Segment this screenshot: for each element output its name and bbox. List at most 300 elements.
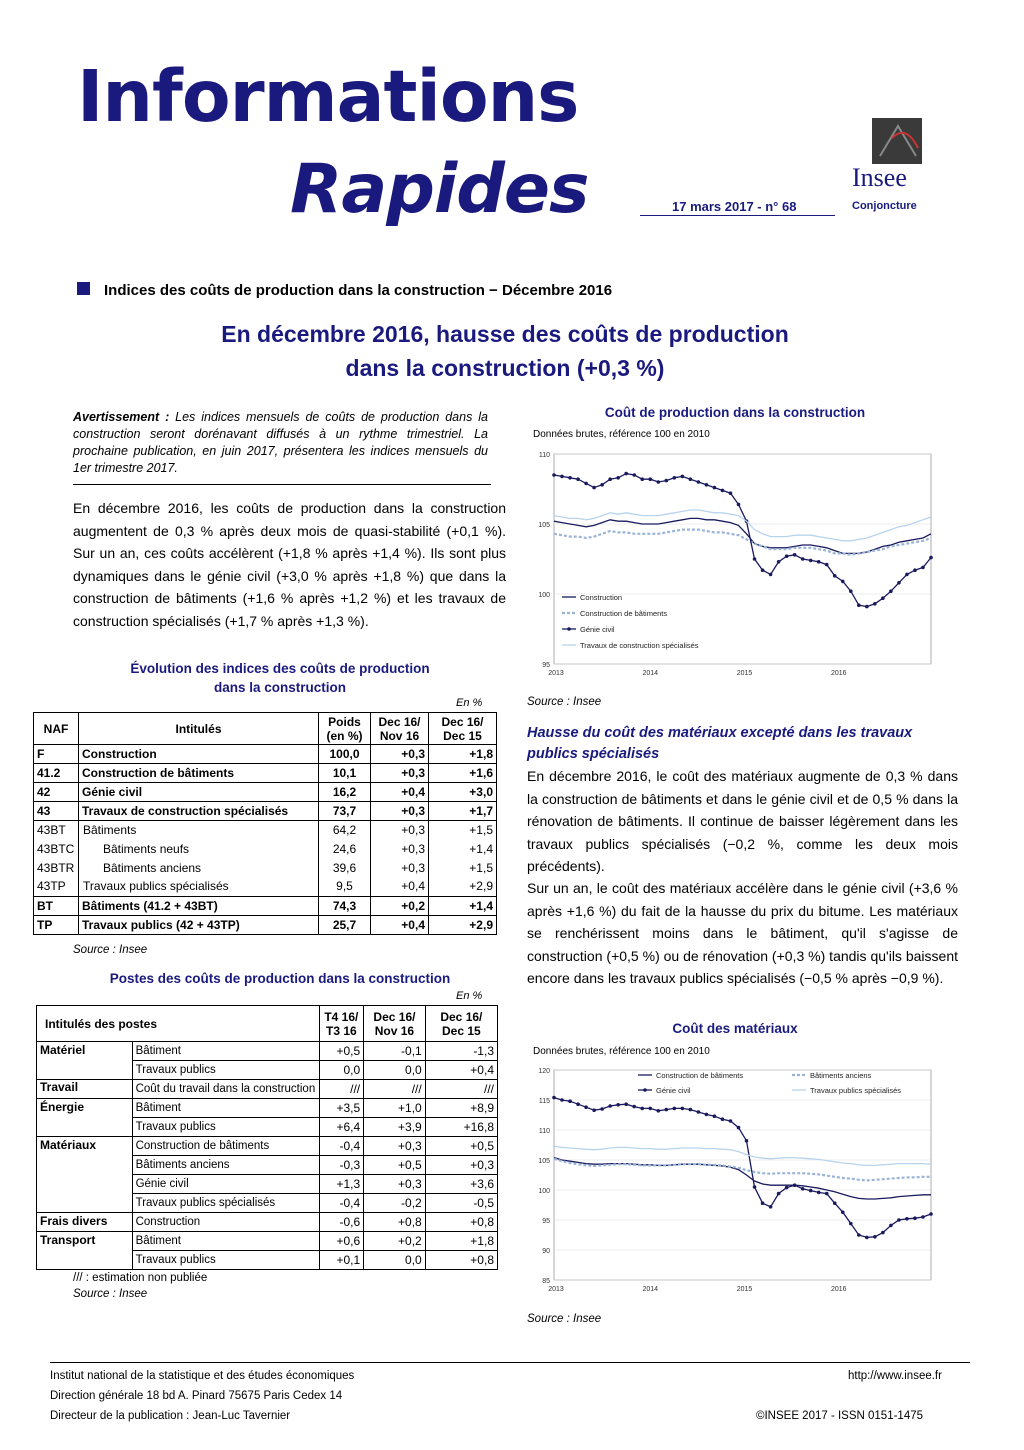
t1-cell-poids: 24,6 <box>319 840 371 859</box>
footer-copyright: ©INSEE 2017 - ISSN 0151-1475 <box>756 1410 924 1422</box>
x-tick-label: 2015 <box>736 1286 753 1293</box>
t2-cell-month: +0,3 <box>364 1137 426 1156</box>
data-point <box>785 554 789 558</box>
t1-cell-year: +1,4 <box>429 897 497 916</box>
data-point <box>857 603 861 607</box>
t2-cell-year: +0,3 <box>425 1156 497 1175</box>
data-point <box>897 1218 901 1222</box>
table-row <box>34 745 497 764</box>
legend-item <box>792 1086 901 1095</box>
data-point <box>737 1126 741 1130</box>
t2-cell-item: Travaux publics <box>132 1061 319 1080</box>
y-tick-label: 105 <box>538 522 550 529</box>
t1-cell-month: +0,4 <box>371 878 429 897</box>
data-point <box>841 1210 845 1214</box>
data-point <box>568 476 572 480</box>
data-point <box>576 477 580 481</box>
table-row <box>34 821 497 840</box>
t1-cell-year: +1,8 <box>429 745 497 764</box>
t2-cell-quarter: -0,4 <box>319 1137 364 1156</box>
data-point <box>809 559 813 563</box>
t1-header-intitules: Intitulés <box>79 713 319 745</box>
t1-cell-naf: 43BTC <box>34 840 79 859</box>
legend-item <box>562 625 615 634</box>
data-point <box>873 602 877 606</box>
data-point <box>689 1108 693 1112</box>
t2-cell-poste <box>37 1118 133 1137</box>
data-point <box>753 557 757 561</box>
t2-cell-poste: Énergie <box>37 1099 133 1118</box>
table-row <box>37 1118 498 1137</box>
t1-cell-label: Bâtiments (41.2 + 43BT) <box>79 897 319 916</box>
y-tick-label: 90 <box>542 1248 550 1255</box>
data-point <box>929 1212 933 1216</box>
table1-title-line1: Évolution des indices des coûts de production <box>130 661 430 676</box>
t2-cell-month: +0,5 <box>364 1156 426 1175</box>
legend-marker <box>643 1088 647 1092</box>
t2-cell-poste <box>37 1156 133 1175</box>
legend-label: Travaux de construction spécialisés <box>580 641 699 650</box>
t2-cell-quarter: +6,4 <box>319 1118 364 1137</box>
data-point <box>801 557 805 561</box>
t1-cell-label: Construction de bâtiments <box>79 764 319 783</box>
data-point <box>689 477 693 481</box>
data-point <box>584 1105 588 1109</box>
data-point <box>921 566 925 570</box>
t1-cell-month: +0,2 <box>371 897 429 916</box>
t2-cell-quarter: +0,6 <box>319 1232 364 1251</box>
x-tick-label: 2014 <box>642 670 659 677</box>
data-point <box>929 556 933 560</box>
t1-cell-poids: 39,6 <box>319 859 371 878</box>
footer-institute: Institut national de la statistique et des études économiques <box>50 1370 355 1382</box>
t1-cell-year: +1,5 <box>429 859 497 878</box>
t1-cell-poids: 73,7 <box>319 802 371 821</box>
data-point <box>705 483 709 487</box>
t2-cell-quarter: +0,1 <box>319 1251 364 1270</box>
t1-header-naf: NAF <box>34 713 79 745</box>
series-line <box>554 530 931 555</box>
x-tick-label: 2016 <box>830 670 847 677</box>
t1-cell-naf: 43BTR <box>34 859 79 878</box>
table-row <box>37 1251 498 1270</box>
t1-cell-label: Génie civil <box>79 783 319 802</box>
table-row <box>34 878 497 897</box>
data-point <box>833 1201 837 1205</box>
legend-label: Travaux publics spécialisés <box>810 1086 902 1095</box>
t1-cell-poids: 100,0 <box>319 745 371 764</box>
data-point <box>769 1205 773 1209</box>
t2-header-postes: Intitulés des postes <box>37 1006 320 1042</box>
section2-paragraph2: Sur un an, le coût des matériaux accélère dans le génie civil (+3,6 % après +1,6 %) du fait de la hausse du prix du bitume. Les matériaux se renchérissent moins dans le bâtiment, qu'il s'agisse de construction (+0,5 %) ou de rénovation (+0,3 %) tandis qu'ils baissent encore dans les travaux publics spécialisés (−0,5 % après −0,9 %). <box>527 880 958 986</box>
data-point <box>833 574 837 578</box>
legend-marker <box>567 627 571 631</box>
t1-cell-label: Travaux publics spécialisés <box>79 878 319 897</box>
data-point <box>889 1224 893 1228</box>
t1-cell-month: +0,3 <box>371 745 429 764</box>
x-tick-label: 2013 <box>548 670 564 677</box>
t2-cell-item: Bâtiment <box>132 1042 319 1061</box>
data-point <box>761 1201 765 1205</box>
t2-cell-month: +0,3 <box>364 1175 426 1194</box>
data-point <box>640 1107 644 1111</box>
series-line <box>554 1098 931 1238</box>
t2-cell-month: -0,2 <box>364 1194 426 1213</box>
data-point <box>825 563 829 567</box>
data-point <box>777 560 781 564</box>
y-tick-label: 85 <box>542 1278 550 1285</box>
t2-cell-quarter: +3,5 <box>319 1099 364 1118</box>
t1-cell-poids: 10,1 <box>319 764 371 783</box>
x-tick-label: 2015 <box>736 670 753 677</box>
table-row <box>37 1099 498 1118</box>
t2-header-quarter: T4 16/ T3 16 <box>319 1006 364 1042</box>
t2-cell-quarter: -0,4 <box>319 1194 364 1213</box>
data-point <box>592 486 596 490</box>
t2-cell-month: -0,1 <box>364 1042 426 1061</box>
t2-cell-poste <box>37 1175 133 1194</box>
t2-cell-month: +1,0 <box>364 1099 426 1118</box>
data-point <box>656 1109 660 1113</box>
y-tick-label: 95 <box>542 662 550 669</box>
t2-cell-year: -0,5 <box>425 1194 497 1213</box>
headline-line1: En décembre 2016, hausse des coûts de production <box>221 321 789 347</box>
t2-cell-item: Travaux publics spécialisés <box>132 1194 319 1213</box>
t2-cell-item: Travaux publics <box>132 1118 319 1137</box>
table1-unit: En % <box>456 697 483 709</box>
data-point <box>624 1102 628 1106</box>
data-point <box>873 1235 877 1239</box>
data-point <box>889 589 893 593</box>
data-point <box>648 1107 652 1111</box>
t2-cell-item: Construction de bâtiments <box>132 1137 319 1156</box>
data-point <box>809 1189 813 1193</box>
t1-cell-poids: 16,2 <box>319 783 371 802</box>
legend-item <box>638 1086 691 1095</box>
t1-cell-year: +1,7 <box>429 802 497 821</box>
chart1-title: Coût de production dans la construction <box>604 405 866 420</box>
table1-title-line2: dans la construction <box>213 680 347 695</box>
t1-cell-month: +0,3 <box>371 859 429 878</box>
table-row <box>37 1175 498 1194</box>
section2-heading: Hausse du coût des matériaux excepté dans les travaux publics spécialisés <box>527 725 913 762</box>
data-point <box>857 1233 861 1237</box>
t2-cell-item: Bâtiment <box>132 1232 319 1251</box>
t1-cell-label: Travaux publics (42 + 43TP) <box>79 916 319 935</box>
t2-cell-quarter: +0,5 <box>319 1042 364 1061</box>
chart2-source: Source : Insee <box>527 1313 602 1325</box>
t2-cell-quarter: /// <box>319 1080 364 1099</box>
y-tick-label: 110 <box>538 1128 550 1135</box>
legend-label: Bâtiments anciens <box>810 1071 872 1080</box>
t1-cell-year: +3,0 <box>429 783 497 802</box>
t1-cell-poids: 74,3 <box>319 897 371 916</box>
t2-cell-quarter: -0,6 <box>319 1213 364 1232</box>
table-row <box>37 1061 498 1080</box>
data-point <box>560 475 564 479</box>
series-line <box>554 474 931 607</box>
data-point <box>849 589 853 593</box>
t2-cell-year: +1,8 <box>425 1232 497 1251</box>
data-point <box>664 479 668 483</box>
data-point <box>729 1119 733 1123</box>
data-point <box>624 472 628 476</box>
table-row <box>37 1137 498 1156</box>
data-point <box>865 1236 869 1240</box>
t1-cell-naf: TP <box>34 916 79 935</box>
t2-cell-item: Bâtiments anciens <box>132 1156 319 1175</box>
t2-cell-quarter: 0,0 <box>319 1061 364 1080</box>
t2-cell-item: Bâtiment <box>132 1099 319 1118</box>
data-point <box>905 1217 909 1221</box>
t2-cell-year: +3,6 <box>425 1175 497 1194</box>
t2-cell-poste: Matériel <box>37 1042 133 1061</box>
plot-frame <box>554 1070 931 1280</box>
t2-cell-item: Travaux publics <box>132 1251 319 1270</box>
data-point <box>584 482 588 486</box>
t1-cell-label: Travaux de construction spécialisés <box>79 802 319 821</box>
t1-cell-label: Bâtiments <box>79 821 319 840</box>
footer-director: Directeur de la publication : Jean-Luc Tavernier <box>50 1410 291 1422</box>
table-row <box>34 897 497 916</box>
y-tick-label: 105 <box>538 1158 550 1165</box>
table2-note: /// : estimation non publiée <box>73 1272 208 1284</box>
data-point <box>681 1107 685 1111</box>
avertissement-text: Les indices mensuels de coûts de production dans la construction seront dorénavant diffusés à un rythme trimestriel. La prochaine publication, en juin 2017, présentera les indices mensuels du 1er trimestre 2017. <box>73 410 488 475</box>
t1-cell-month: +0,4 <box>371 783 429 802</box>
x-tick-label: 2014 <box>642 1286 659 1293</box>
t1-cell-year: +1,6 <box>429 764 497 783</box>
data-point <box>600 1107 604 1111</box>
data-point <box>737 503 741 507</box>
legend-item <box>638 1071 743 1080</box>
insee-conjoncture: Conjoncture <box>852 200 917 212</box>
table-row <box>37 1232 498 1251</box>
data-point <box>785 1186 789 1190</box>
legend-label: Construction de bâtiments <box>656 1071 744 1080</box>
t2-cell-month: +0,8 <box>364 1213 426 1232</box>
t2-cell-poste <box>37 1061 133 1080</box>
publication-subtitle: Indices des coûts de production dans la construction − Décembre 2016 <box>104 282 613 299</box>
t1-cell-poids: 25,7 <box>319 916 371 935</box>
section2-paragraph1: En décembre 2016, le coût des matériaux augmente de 0,3 % dans la construction de bâtiments et dans le génie civil et de 0,5 % dans la rénovation de bâtiments. Il continue de baisser légèrement dans les travaux publics spécialisés (−0,2 %, comme les deux mois précédents). <box>527 768 958 874</box>
subtitle-bullet-icon <box>77 282 90 295</box>
t1-cell-label: Bâtiments neufs <box>79 840 319 859</box>
insee-logo-icon <box>872 118 922 164</box>
table-row <box>37 1213 498 1232</box>
table2-title: Postes des coûts de production dans la construction <box>109 971 451 986</box>
data-point <box>913 1216 917 1220</box>
data-point <box>681 475 685 479</box>
table-row <box>34 764 497 783</box>
chart1-subtitle: Données brutes, référence 100 en 2010 <box>533 429 710 440</box>
data-point <box>881 1231 885 1235</box>
table-row <box>34 783 497 802</box>
chart1-plot <box>526 442 966 682</box>
data-point <box>729 491 733 495</box>
footer-url[interactable]: http://www.insee.fr <box>848 1370 942 1382</box>
data-point <box>576 1102 580 1106</box>
avertissement-rule <box>73 484 491 485</box>
data-point <box>761 568 765 572</box>
legend-label: Génie civil <box>580 625 615 634</box>
t1-cell-label: Bâtiments anciens <box>79 859 319 878</box>
data-point <box>817 1191 821 1195</box>
data-point <box>648 477 652 481</box>
brand-informations: Informations <box>77 55 579 138</box>
t1-cell-poids: 64,2 <box>319 821 371 840</box>
t2-cell-item: Coût du travail dans la construction <box>132 1080 319 1099</box>
brand-rapides: Rapides <box>290 150 589 229</box>
y-tick-label: 100 <box>538 1188 550 1195</box>
legend-item <box>792 1071 872 1080</box>
table-row <box>34 840 497 859</box>
footer-address: Direction générale 18 bd A. Pinard 75675 Paris Cedex 14 <box>50 1390 343 1402</box>
data-point <box>705 1113 709 1117</box>
t2-cell-month: 0,0 <box>364 1251 426 1270</box>
t1-cell-month: +0,3 <box>371 802 429 821</box>
data-point <box>753 1185 757 1189</box>
data-point <box>793 553 797 557</box>
series-line <box>554 1146 931 1165</box>
data-point <box>897 581 901 585</box>
headline-line2: dans la construction (+0,3 %) <box>345 355 665 381</box>
t1-cell-label: Construction <box>79 745 319 764</box>
legend-item <box>562 609 667 618</box>
data-point <box>793 1183 797 1187</box>
legend-label: Construction de bâtiments <box>580 609 668 618</box>
t2-cell-poste <box>37 1194 133 1213</box>
t2-cell-year: -1,3 <box>425 1042 497 1061</box>
data-point <box>921 1215 925 1219</box>
t2-cell-month: 0,0 <box>364 1061 426 1080</box>
legend-label: Construction <box>580 593 623 602</box>
y-tick-label: 120 <box>538 1068 550 1075</box>
t2-cell-poste <box>37 1251 133 1270</box>
table-indices <box>33 712 497 935</box>
t2-cell-quarter: -0,3 <box>319 1156 364 1175</box>
table-row <box>34 916 497 935</box>
t1-cell-naf: 42 <box>34 783 79 802</box>
data-point <box>865 605 869 609</box>
t1-cell-naf: 41.2 <box>34 764 79 783</box>
issue-date: 17 mars 2017 - n° 68 <box>672 199 797 214</box>
data-point <box>673 1107 677 1111</box>
t2-cell-item: Construction <box>132 1213 319 1232</box>
data-point <box>616 476 620 480</box>
data-point <box>713 1114 717 1118</box>
chart1-source: Source : Insee <box>527 696 602 708</box>
t2-cell-month: /// <box>364 1080 426 1099</box>
table2-unit: En % <box>456 990 483 1002</box>
table-row <box>34 802 497 821</box>
t1-cell-month: +0,4 <box>371 916 429 935</box>
footer-rule <box>50 1362 970 1363</box>
t1-cell-year: +2,9 <box>429 878 497 897</box>
data-point <box>673 476 677 480</box>
x-tick-label: 2016 <box>830 1286 847 1293</box>
table-row <box>37 1042 498 1061</box>
t1-cell-year: +2,9 <box>429 916 497 935</box>
t2-cell-year: /// <box>425 1080 497 1099</box>
data-point <box>769 573 773 577</box>
t1-cell-year: +1,5 <box>429 821 497 840</box>
legend-item <box>562 593 622 602</box>
y-tick-label: 115 <box>538 1098 550 1105</box>
data-point <box>552 1096 556 1100</box>
t1-cell-month: +0,3 <box>371 821 429 840</box>
data-point <box>745 1139 749 1143</box>
intro-paragraph: En décembre 2016, les coûts de production dans la construction augmentent de 0,3 % après deux mois de quasi-stabilité (+0,1 %). Sur un an, ces coûts accélèrent (+1,8 % après +1,4 %). Ils sont plus dynamiques dans le génie civil (+3,0 % après +1,8 %) que dans la construction de bâtiments (+1,6 % après +1,2 %) et les travaux de construction spécialisés (+1,7 % après +1,3 %). <box>73 500 506 629</box>
t1-header-month: Dec 16/ Nov 16 <box>371 713 429 745</box>
data-point <box>713 486 717 490</box>
chart2-title: Coût des matériaux <box>672 1021 798 1036</box>
t1-cell-naf: BT <box>34 897 79 916</box>
t1-header-poids: Poids (en %) <box>319 713 371 745</box>
chart2-subtitle: Données brutes, référence 100 en 2010 <box>533 1046 710 1057</box>
data-point <box>721 1117 725 1121</box>
data-point <box>568 1099 572 1103</box>
t2-cell-year: +0,8 <box>425 1251 497 1270</box>
legend-item <box>562 641 699 650</box>
data-point <box>608 477 612 481</box>
data-point <box>592 1108 596 1112</box>
data-point <box>656 480 660 484</box>
t1-header-year: Dec 16/ Dec 15 <box>429 713 497 745</box>
y-tick-label: 110 <box>538 452 550 459</box>
insee-wordmark: Insee <box>852 163 907 192</box>
t1-cell-month: +0,3 <box>371 840 429 859</box>
data-point <box>632 1105 636 1109</box>
t2-cell-year: +0,5 <box>425 1137 497 1156</box>
data-point <box>616 1103 620 1107</box>
data-point <box>552 473 556 477</box>
t1-cell-poids: 9,5 <box>319 878 371 897</box>
t2-cell-year: +8,9 <box>425 1099 497 1118</box>
t2-cell-poste: Matériaux <box>37 1137 133 1156</box>
table-postes <box>36 1005 498 1270</box>
t1-cell-month: +0,3 <box>371 764 429 783</box>
chart2-plot <box>526 1058 966 1298</box>
table-row <box>37 1080 498 1099</box>
y-tick-label: 100 <box>538 592 550 599</box>
data-point <box>632 473 636 477</box>
issue-rule <box>640 215 835 216</box>
t1-cell-naf: F <box>34 745 79 764</box>
data-point <box>905 573 909 577</box>
data-point <box>640 477 644 481</box>
t1-cell-naf: 43 <box>34 802 79 821</box>
t1-cell-year: +1,4 <box>429 840 497 859</box>
t1-cell-naf: 43TP <box>34 878 79 897</box>
t2-header-year: Dec 16/ Dec 15 <box>425 1006 497 1042</box>
table2-source: Source : Insee <box>73 1288 148 1300</box>
data-point <box>849 1222 853 1226</box>
legend-label: Génie civil <box>656 1086 691 1095</box>
t2-header-month: Dec 16/ Nov 16 <box>364 1006 426 1042</box>
avertissement-label: Avertissement : <box>73 410 170 424</box>
table1-source: Source : Insee <box>73 944 148 956</box>
data-point <box>841 580 845 584</box>
data-point <box>608 1104 612 1108</box>
t2-cell-poste: Transport <box>37 1232 133 1251</box>
data-point <box>801 1187 805 1191</box>
t2-cell-quarter: +1,3 <box>319 1175 364 1194</box>
t2-cell-year: +0,4 <box>425 1061 497 1080</box>
table-row <box>37 1156 498 1175</box>
t2-cell-month: +0,2 <box>364 1232 426 1251</box>
table-row <box>34 859 497 878</box>
